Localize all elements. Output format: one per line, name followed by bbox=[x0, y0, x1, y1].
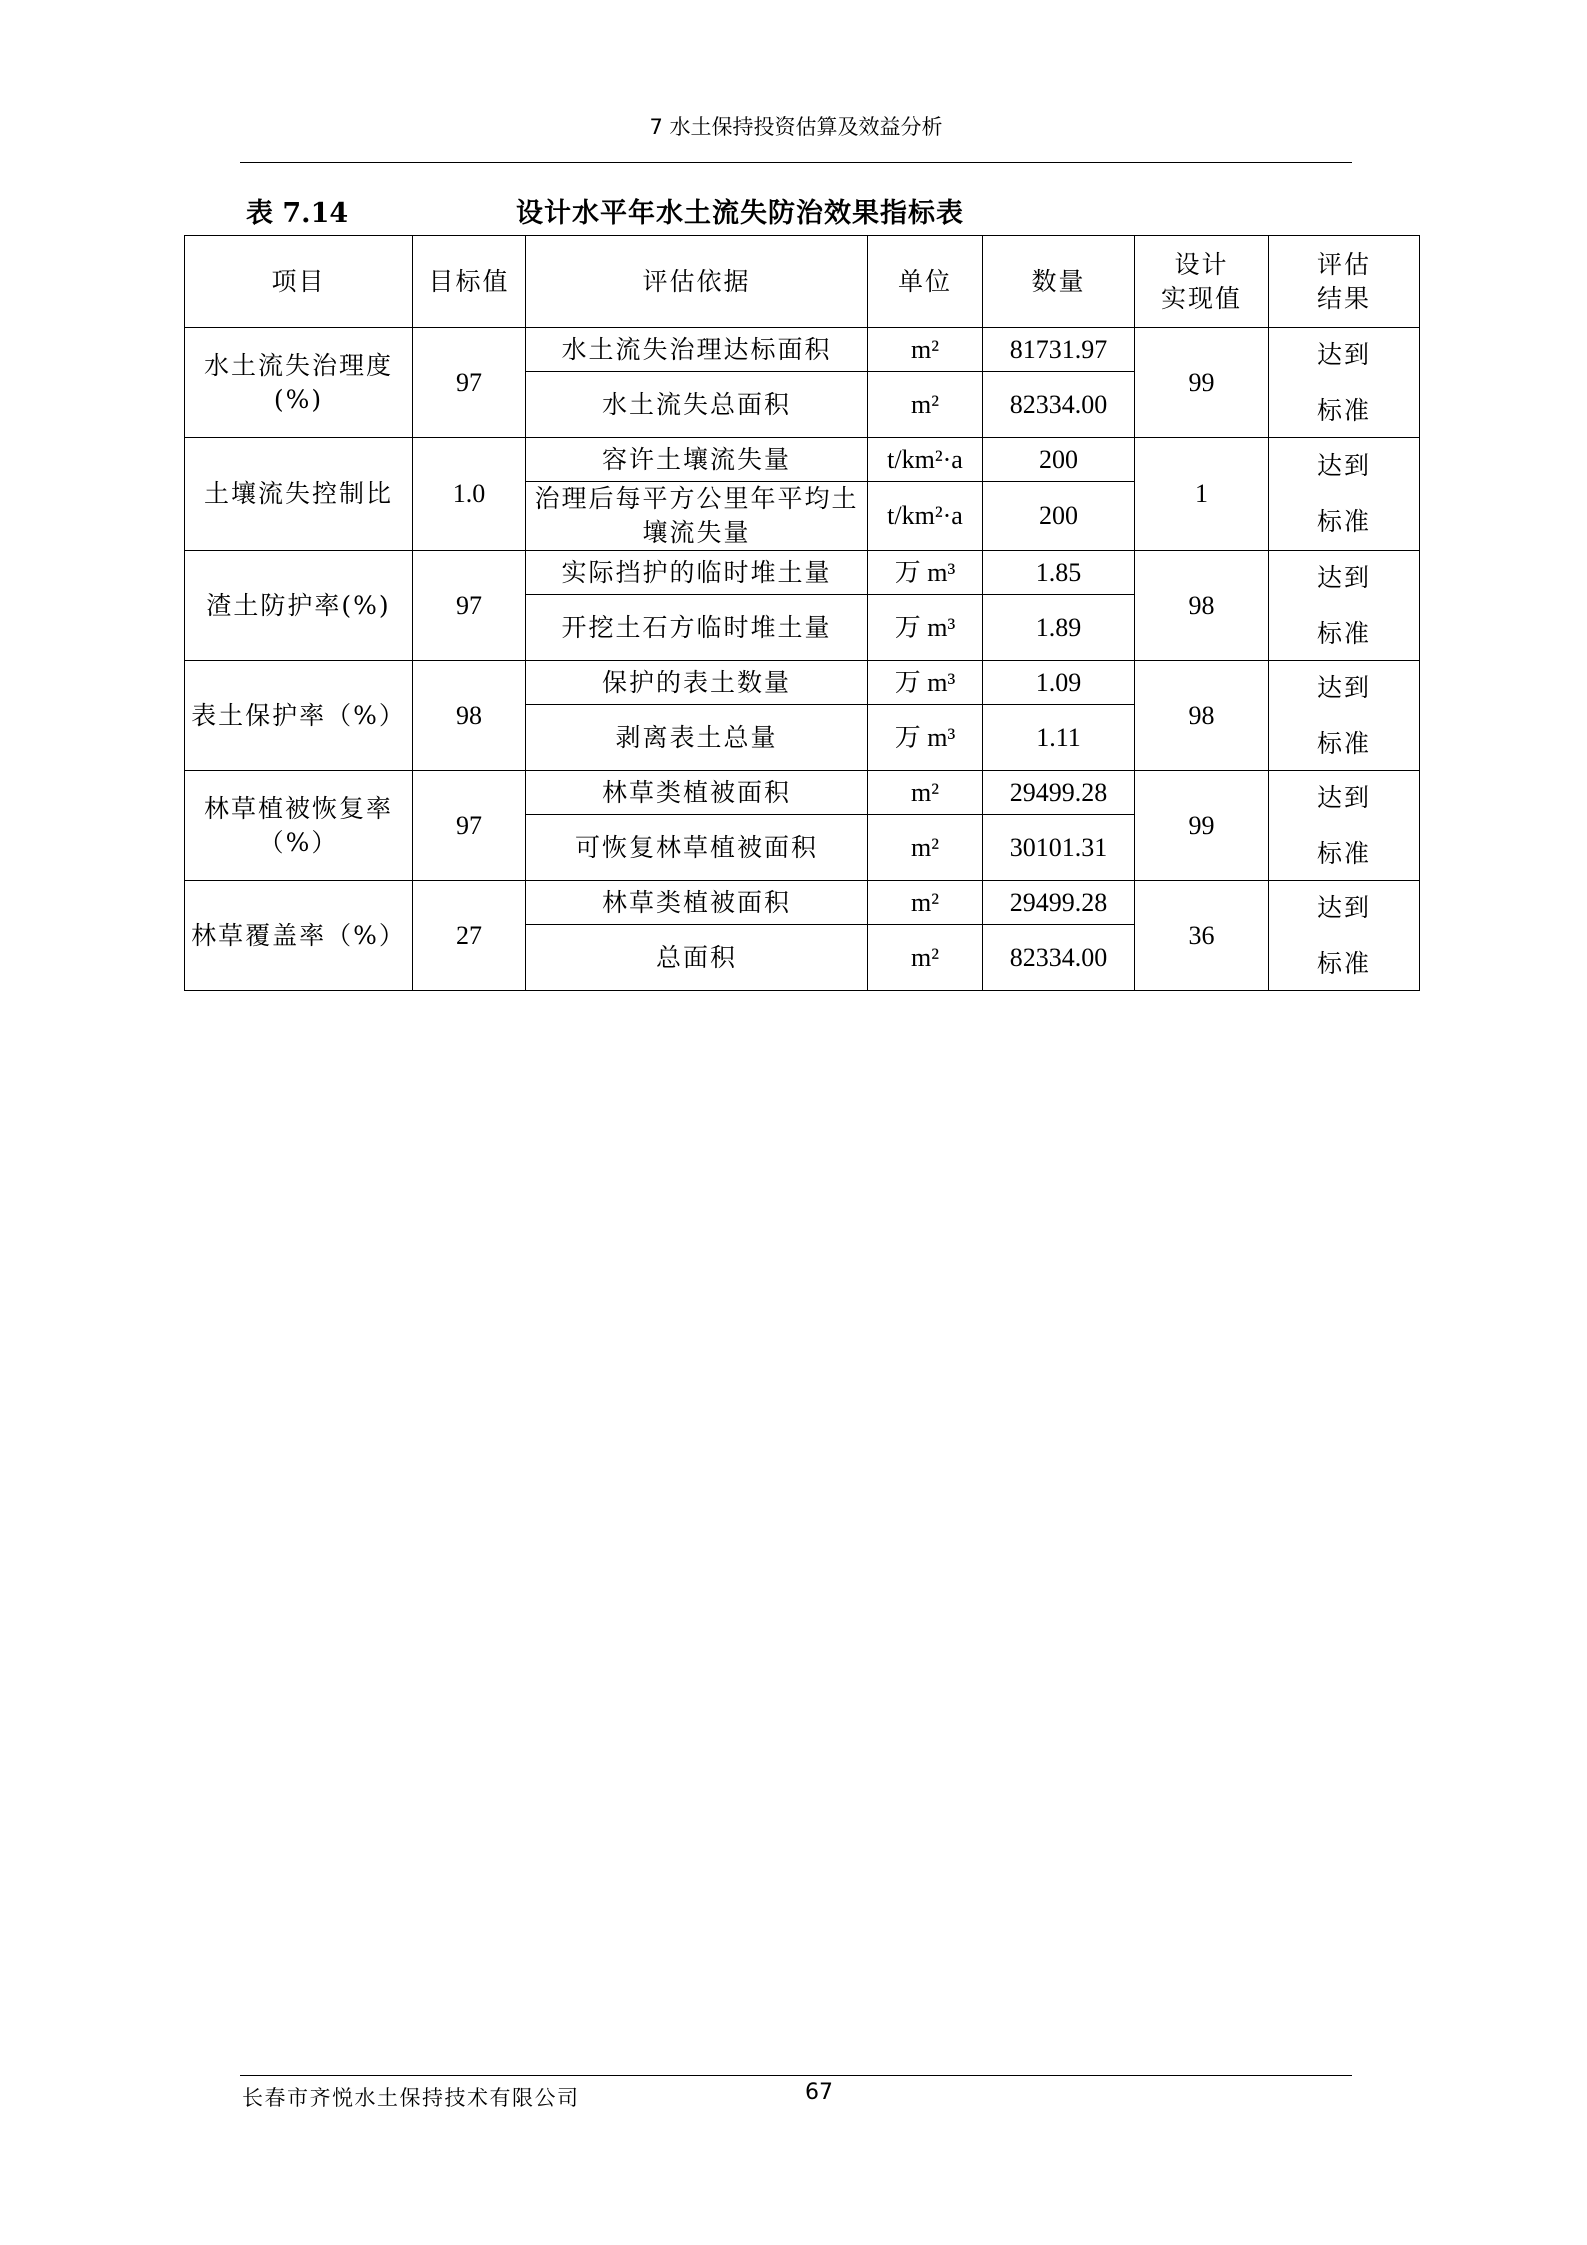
evaluation-basis: 容许土壤流失量 bbox=[526, 438, 868, 482]
indicator-name: 林草覆盖率（%） bbox=[185, 881, 413, 991]
evaluation-basis: 水土流失总面积 bbox=[526, 372, 868, 438]
indicator-table-body bbox=[185, 236, 1420, 991]
indicator-name: 渣土防护率(%) bbox=[185, 551, 413, 661]
header-basis bbox=[526, 236, 868, 328]
unit: m² bbox=[868, 815, 983, 881]
evaluation-result bbox=[1269, 771, 1420, 881]
evaluation-result bbox=[1269, 881, 1420, 991]
indicator-table bbox=[184, 235, 1420, 991]
header-target-label: 目标值 bbox=[428, 266, 510, 296]
page-number: 67 bbox=[805, 2080, 833, 2105]
result-line2: 标准 bbox=[1316, 728, 1371, 758]
unit: m² bbox=[868, 771, 983, 815]
result-line1: 达到 bbox=[1316, 892, 1371, 922]
result-line1: 达到 bbox=[1316, 562, 1371, 592]
quantity: 82334.00 bbox=[983, 372, 1135, 438]
result-line2: 标准 bbox=[1316, 618, 1371, 648]
evaluation-result-text bbox=[1273, 891, 1415, 981]
unit: 万 m³ bbox=[868, 595, 983, 661]
page-footer bbox=[240, 2075, 1352, 2110]
result-line2: 标准 bbox=[1316, 838, 1371, 868]
target-value: 97 bbox=[413, 551, 526, 661]
target-value: 97 bbox=[413, 328, 526, 438]
design-value: 99 bbox=[1135, 771, 1269, 881]
evaluation-basis: 林草类植被面积 bbox=[526, 881, 868, 925]
result-line2: 标准 bbox=[1316, 507, 1371, 536]
table-row bbox=[185, 881, 1420, 925]
header-item bbox=[185, 236, 413, 328]
header-eval-line1: 评估 bbox=[1316, 249, 1371, 279]
table-number: 表 7.14 bbox=[246, 198, 349, 229]
quantity: 1.85 bbox=[983, 551, 1135, 595]
evaluation-basis: 总面积 bbox=[526, 925, 868, 991]
evaluation-result bbox=[1269, 551, 1420, 661]
quantity: 1.09 bbox=[983, 661, 1135, 705]
design-value: 98 bbox=[1135, 551, 1269, 661]
result-line1: 达到 bbox=[1316, 339, 1371, 369]
target-value: 98 bbox=[413, 661, 526, 771]
indicator-name: 水土流失治理度(%) bbox=[185, 328, 413, 438]
evaluation-basis: 水土流失治理达标面积 bbox=[526, 328, 868, 372]
header-quantity-label: 数量 bbox=[1031, 266, 1086, 296]
quantity: 200 bbox=[983, 438, 1135, 482]
evaluation-result-text bbox=[1273, 671, 1415, 761]
target-value: 27 bbox=[413, 881, 526, 991]
quantity: 200 bbox=[983, 482, 1135, 551]
header-design-line2: 实现值 bbox=[1160, 283, 1242, 313]
table-title: 设计水平年水土流失防治效果指标表 bbox=[516, 198, 964, 229]
design-value: 1 bbox=[1135, 438, 1269, 551]
unit: 万 m³ bbox=[868, 705, 983, 771]
quantity: 29499.28 bbox=[983, 881, 1135, 925]
evaluation-result-text bbox=[1273, 338, 1415, 428]
table-row bbox=[185, 551, 1420, 595]
unit: m² bbox=[868, 328, 983, 372]
page-header bbox=[240, 112, 1352, 163]
design-value: 36 bbox=[1135, 881, 1269, 991]
header-unit bbox=[868, 236, 983, 328]
quantity: 1.11 bbox=[983, 705, 1135, 771]
table-row bbox=[185, 771, 1420, 815]
quantity: 30101.31 bbox=[983, 815, 1135, 881]
evaluation-result-text bbox=[1273, 561, 1415, 651]
header-target bbox=[413, 236, 526, 328]
header-unit-label: 单位 bbox=[897, 266, 952, 296]
unit: t/km²·a bbox=[868, 438, 983, 482]
indicator-name: 林草植被恢复率（%） bbox=[185, 771, 413, 881]
design-value: 99 bbox=[1135, 328, 1269, 438]
evaluation-result-text bbox=[1273, 449, 1415, 539]
evaluation-result bbox=[1269, 328, 1420, 438]
design-value: 98 bbox=[1135, 661, 1269, 771]
result-line1: 达到 bbox=[1316, 451, 1371, 480]
evaluation-basis: 可恢复林草植被面积 bbox=[526, 815, 868, 881]
quantity: 81731.97 bbox=[983, 328, 1135, 372]
header-design bbox=[1135, 236, 1269, 328]
header-eval bbox=[1269, 236, 1420, 328]
header-basis-label: 评估依据 bbox=[642, 266, 751, 296]
header-eval-line2: 结果 bbox=[1316, 283, 1371, 313]
evaluation-result bbox=[1269, 438, 1420, 551]
header-item-label: 项目 bbox=[271, 266, 326, 296]
table-caption bbox=[246, 196, 1246, 232]
unit: 万 m³ bbox=[868, 551, 983, 595]
evaluation-basis: 保护的表土数量 bbox=[526, 661, 868, 705]
quantity: 82334.00 bbox=[983, 925, 1135, 991]
footer-company: 长春市齐悦水土保持技术有限公司 bbox=[242, 2086, 580, 2110]
evaluation-basis: 开挖土石方临时堆土量 bbox=[526, 595, 868, 661]
evaluation-basis: 实际挡护的临时堆土量 bbox=[526, 551, 868, 595]
evaluation-result bbox=[1269, 661, 1420, 771]
target-value: 1.0 bbox=[413, 438, 526, 551]
unit: m² bbox=[868, 881, 983, 925]
header-quantity bbox=[983, 236, 1135, 328]
result-line2: 标准 bbox=[1316, 395, 1371, 425]
unit: 万 m³ bbox=[868, 661, 983, 705]
table-row bbox=[185, 661, 1420, 705]
result-line1: 达到 bbox=[1316, 782, 1371, 812]
quantity: 1.89 bbox=[983, 595, 1135, 661]
unit: m² bbox=[868, 925, 983, 991]
evaluation-result-text bbox=[1273, 781, 1415, 871]
quantity: 29499.28 bbox=[983, 771, 1135, 815]
table-row bbox=[185, 328, 1420, 372]
indicator-name: 表土保护率（%） bbox=[185, 661, 413, 771]
unit: t/km²·a bbox=[868, 482, 983, 551]
header-text: 7 水土保持投资估算及效益分析 bbox=[649, 115, 943, 139]
unit: m² bbox=[868, 372, 983, 438]
header-design-line1: 设计 bbox=[1174, 249, 1229, 279]
indicator-name: 土壤流失控制比 bbox=[185, 438, 413, 551]
evaluation-basis: 治理后每平方公里年平均土壤流失量 bbox=[526, 482, 868, 551]
result-line1: 达到 bbox=[1316, 672, 1371, 702]
table-header-row bbox=[185, 236, 1420, 328]
evaluation-basis: 剥离表土总量 bbox=[526, 705, 868, 771]
result-line2: 标准 bbox=[1316, 948, 1371, 978]
table-row bbox=[185, 438, 1420, 482]
evaluation-basis: 林草类植被面积 bbox=[526, 771, 868, 815]
target-value: 97 bbox=[413, 771, 526, 881]
